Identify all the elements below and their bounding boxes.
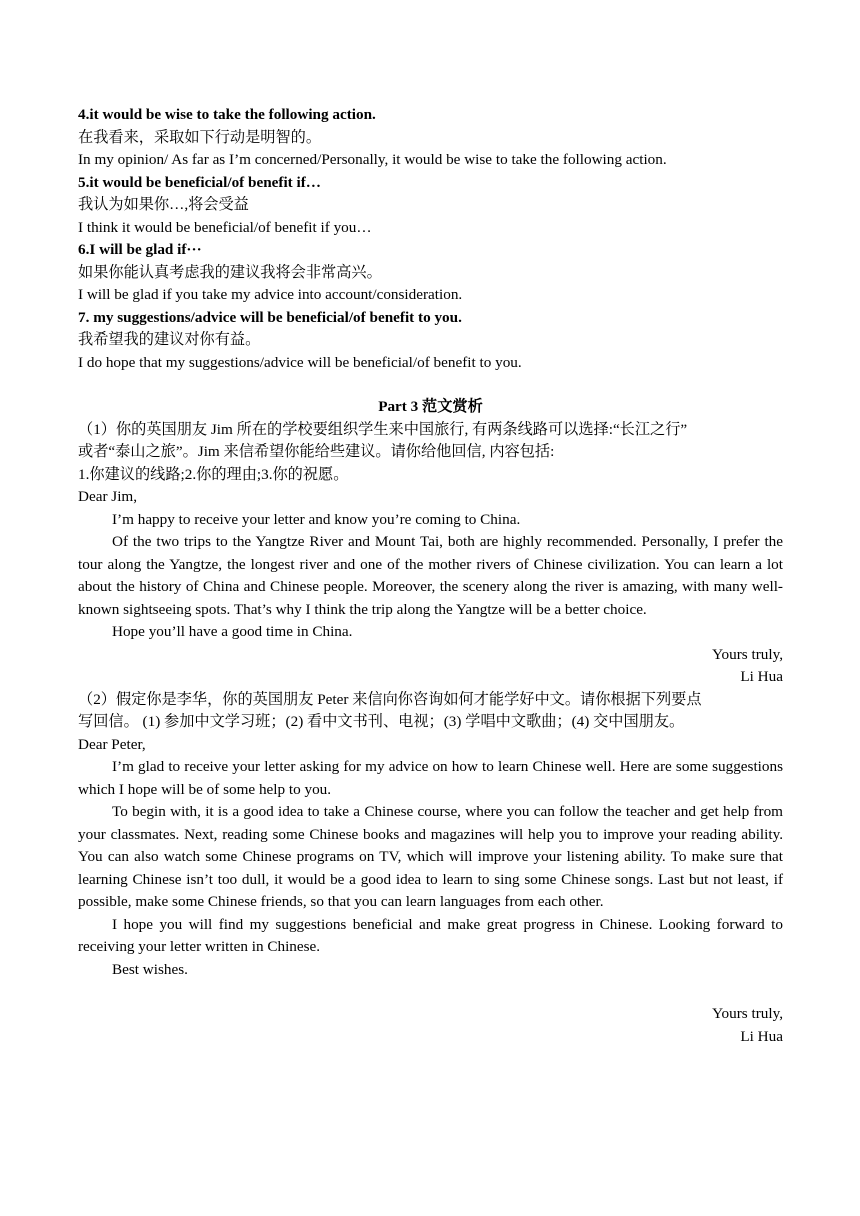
phrase-translation-7: 我希望我的建议对你有益。 bbox=[78, 331, 261, 348]
phrase-heading-5: 5.it would be beneficial/of benefit if… bbox=[78, 173, 321, 191]
phrase-heading-6: 6.I will be glad if··· bbox=[78, 241, 202, 258]
example2-closing: Yours truly, bbox=[712, 1005, 783, 1022]
phrase-example-6: I will be glad if you take my advice into account/consideration. bbox=[78, 286, 463, 303]
example2-signature: Li Hua bbox=[740, 1027, 783, 1045]
example1-paragraph-3: Hope you’ll have a good time in China. bbox=[112, 623, 353, 640]
example1-prompt-line3: 1.你建议的线路;2.你的理由;3.你的祝愿。 bbox=[78, 465, 349, 483]
phrase-translation-4: 在我看来，采取如下行动是明智的。 bbox=[78, 128, 321, 146]
phrase-heading-4: 4.it would be wise to take the following action. bbox=[78, 106, 376, 123]
example2-greeting: Dear Peter, bbox=[78, 735, 146, 753]
example2-prompt-line2: 写回信。 (1) 参加中文学习班；(2) 看中文书刊、电视；(3) 学唱中文歌曲；(4) 交中国朋友。 bbox=[78, 713, 685, 730]
example1-paragraph-1: I’m happy to receive your letter and know you’re coming to China. bbox=[112, 510, 521, 528]
example1-signature: Li Hua bbox=[740, 668, 783, 685]
example1-prompt-line1: （1）你的英国朋友 Jim 所在的学校要组织学生来中国旅行, 有两条线路可以选择:“长江之行” bbox=[78, 420, 688, 438]
phrase-heading-7: 7. my suggestions/advice will be beneficial/of benefit to you. bbox=[78, 308, 462, 326]
example1-greeting: Dear Jim, bbox=[78, 488, 138, 505]
document-page bbox=[78, 104, 783, 1048]
example1-paragraph-2: Of the two trips to the Yangtze River and Mount Tai, both are highly recommended. Personally, I prefer the tour along the Yangtze, the longest river and one of the mother rivers of Chinese civilization. You can learn a lot about the history of China and Chinese people. Moreover, the scenery along the river is amazing, with many well-known sightseeing spots. That’s why I think the trip along the Yangtze will be a better choice. bbox=[78, 533, 783, 618]
phrase-example-7: I do hope that my suggestions/advice will be beneficial/of benefit to you. bbox=[78, 353, 522, 371]
phrase-translation-6: 如果你能认真考虑我的建议我将会非常高兴。 bbox=[78, 263, 382, 281]
section-title: Part 3 范文赏析 bbox=[378, 398, 483, 415]
phrase-example-4: In my opinion/ As far as I’m concerned/Personally, it would be wise to take the following action. bbox=[78, 151, 667, 168]
example2-prompt-line1: （2）假定你是李华，你的英国朋友 Peter 来信向你咨询如何才能学好中文。请你根据下列要点 bbox=[78, 690, 702, 708]
phrase-example-5: I think it would be beneficial/of benefit if you… bbox=[78, 218, 372, 236]
example2-paragraph-2: To begin with, it is a good idea to take a Chinese course, where you can follow the teacher and get help from your classmates. Next, reading some Chinese books and magazines will help you to improve your reading ability. You can also watch some Chinese programs on TV, which will improve your listening ability. To make sure that learning Chinese isn’t too dull, it would be a good idea to learn to sing some Chinese songs. Last but not least, if possible, make some Chinese friends, so that you can learn languages from each other. bbox=[78, 803, 783, 910]
example2-paragraph-3: I hope you will find my suggestions beneficial and make great progress in Chinese. Looking forward to receiving your letter written in Chinese. bbox=[78, 915, 783, 955]
example1-prompt-line2: 或者“泰山之旅”。Jim 来信希望你能给些建议。请你给他回信, 内容包括: bbox=[78, 443, 555, 460]
example2-paragraph-4: Best wishes. bbox=[112, 960, 188, 978]
phrase-translation-5: 我认为如果你…,将会受益 bbox=[78, 196, 249, 213]
example2-paragraph-1: I’m glad to receive your letter asking for my advice on how to learn Chinese well. Here are some suggestions which I hope will be of some help to you. bbox=[78, 758, 783, 798]
example1-closing: Yours truly, bbox=[712, 645, 783, 663]
